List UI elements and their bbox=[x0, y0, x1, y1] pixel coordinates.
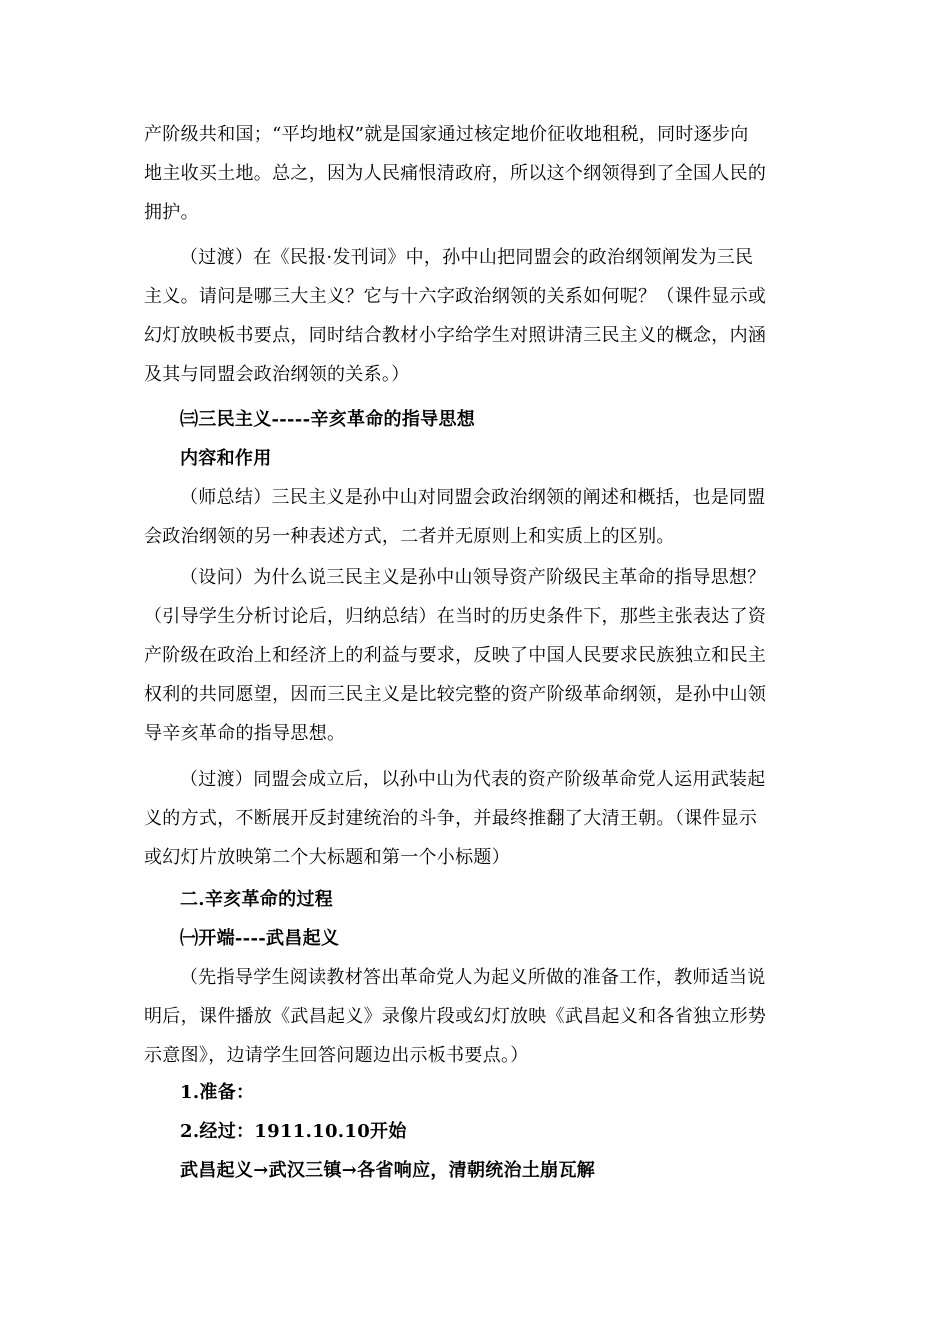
paragraph-2 bbox=[144, 238, 806, 394]
heading-revolution-process bbox=[144, 880, 806, 919]
text-line: 权利的共同愿望，因而三民主义是比较完整的资产阶级革命纲领，是孙中山领 bbox=[144, 684, 767, 705]
text-line: 拥护。 bbox=[144, 202, 199, 223]
text-line: 主义。请问是哪三大主义？它与十六字政治纲领的关系如何呢？（课件显示或 bbox=[144, 286, 767, 307]
section-heading: ㈢三民主义-----辛亥革命的指导思想 bbox=[180, 409, 476, 430]
section-heading: ㈠开端----武昌起义 bbox=[180, 928, 340, 949]
heading-san-min-zhu-yi bbox=[144, 400, 806, 439]
text-line: 及其与同盟会政治纲领的关系。） bbox=[144, 364, 410, 385]
section-heading: 内容和作用 bbox=[180, 448, 272, 469]
text-line: （引导学生分析讨论后，归纳总结）在当时的历史条件下，那些主张表达了资 bbox=[144, 606, 767, 627]
heading-uprising-chain bbox=[144, 1151, 806, 1190]
text-line: 幻灯放映板书要点，同时结合教材小字给学生对照讲清三民主义的概念，内涵 bbox=[144, 325, 767, 346]
heading-preparation bbox=[144, 1073, 806, 1112]
text-line: （师总结）三民主义是孙中山对同盟会政治纲领的阐述和概括，也是同盟 bbox=[180, 487, 766, 508]
text-line: 义的方式，不断展开反封建统治的斗争，并最终推翻了大清王朝。（课件显示 bbox=[144, 808, 758, 829]
text-line: 地主收买土地。总之，因为人民痛恨清政府，所以这个纲领得到了全国人民的 bbox=[144, 163, 767, 184]
paragraph-4 bbox=[144, 558, 806, 753]
paragraph-5 bbox=[144, 760, 806, 877]
paragraph-3 bbox=[144, 478, 806, 556]
section-heading: 1.准备： bbox=[180, 1082, 255, 1103]
paragraph-6 bbox=[144, 958, 806, 1075]
text-line: 示意图》，边请学生回答问题边出示板书要点。） bbox=[144, 1045, 529, 1066]
text-line: 导辛亥革命的指导思想。 bbox=[144, 723, 346, 744]
text-line: 会政治纲领的另一种表述方式，二者并无原则上和实质上的区别。 bbox=[144, 526, 675, 547]
section-heading: 武昌起义→武汉三镇→各省响应，清朝统治土崩瓦解 bbox=[180, 1160, 596, 1181]
heading-wuchang-uprising bbox=[144, 919, 806, 958]
text-line: 或幻灯片放映第二个大标题和第一个小标题） bbox=[144, 847, 510, 868]
heading-content-role bbox=[144, 439, 806, 478]
text-line: 产阶级共和国；“平均地权”就是国家通过核定地价征收地租税，同时逐步向 bbox=[144, 124, 749, 145]
text-line: （先指导学生阅读教材答出革命党人为起义所做的准备工作，教师适当说 bbox=[180, 967, 766, 988]
text-line: （过渡）同盟会成立后，以孙中山为代表的资产阶级革命党人运用武装起 bbox=[180, 769, 766, 790]
text-line: （设问）为什么说三民主义是孙中山领导资产阶级民主革命的指导思想？ bbox=[180, 567, 766, 588]
section-heading: 2.经过：1911.10.10开始 bbox=[180, 1121, 407, 1142]
paragraph-1 bbox=[144, 115, 806, 232]
heading-process bbox=[144, 1112, 806, 1151]
text-line: （过渡）在《民报·发刊词》中，孙中山把同盟会的政治纲领阐发为三民 bbox=[180, 247, 754, 268]
text-line: 产阶级在政治上和经济上的利益与要求，反映了中国人民要求民族独立和民主 bbox=[144, 645, 767, 666]
text-line: 明后，课件播放《武昌起义》录像片段或幻灯放映《武昌起义和各省独立形势 bbox=[144, 1006, 767, 1027]
section-heading: 二.辛亥革命的过程 bbox=[180, 889, 333, 910]
